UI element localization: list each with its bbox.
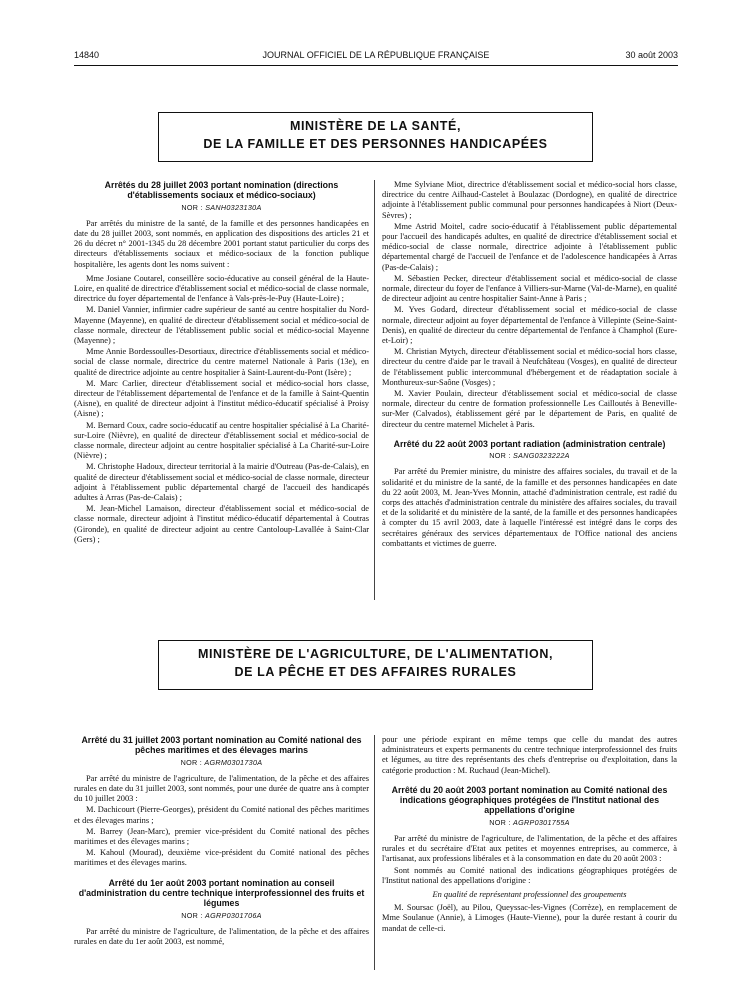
article4-title: Arrêté du 1er août 2003 portant nomination au conseil d'administration du centre technique interprofessionnel des fruits et légumes bbox=[78, 877, 365, 909]
section1-left-column bbox=[74, 180, 369, 546]
nor-label: NOR : bbox=[489, 451, 511, 461]
article1-paragraph: M. Sébastien Pecker, directeur d'établissement social et médico-social de classe normale, directeur du foyer de l'enfance à Villiers-sur-Marne (Val-de-Marne), en qualité de directeur adjoint au centre hospitalier Saint-Anne à Paris ; bbox=[382, 273, 677, 304]
article1-paragraph: M. Christian Mytych, directeur d'établissement social et médico-social hors classe, directeur du centre d'aide par le travail à Neufchâteau (Vosges), en qualité de directeur de l'établissement public intercommunal d'hébergement et de réadaptation sociale à Monthureux-sur-Saône (Vosges) ; bbox=[382, 347, 677, 387]
article3-paragraph: Par arrêté du ministre de l'agriculture, de l'alimentation, de la pêche et des affaires rurales en date du 31 juillet 2003, sont nommés, pour une durée de quatre ans à compter du 10 juillet 2003 : bbox=[74, 773, 369, 804]
article4-paragraph: Par arrêté du ministre de l'agriculture, de l'alimentation, de la pêche et des affaires rurales en date du 1er août 2003, est nommé, bbox=[74, 926, 369, 946]
section1-right-column bbox=[382, 180, 677, 550]
article1-paragraph: Mme Astrid Moitel, cadre socio-éducatif à l'établissement public départemental pour l'accueil des handicapés adultes, en qualité de directrice d'établissement social et médico-social de classe normale, directrice adjointe à l'établissement public départemental chargé de l'accueil de l'enfance et de l'adolescence handicapées à Arras (Pas-de-Calais) ; bbox=[382, 221, 677, 272]
article5-nor bbox=[382, 818, 677, 828]
nor-code: SANH0323130A bbox=[205, 202, 262, 212]
column-divider bbox=[374, 735, 375, 970]
ministry-agriculture-box bbox=[158, 640, 593, 690]
article1-paragraph: M. Yves Godard, directeur d'établissement social et médico-social de classe normale, directeur adjoint au foyer départemental de l'enfance à Villepinte (Seine-Saint-Denis), en qualité de directeur du centre départemental de l'enfance à Champhol (Eure-et-Loir) ; bbox=[382, 305, 678, 346]
issue-date: 30 août 2003 bbox=[625, 50, 678, 60]
article5-title: Arrêté du 20 août 2003 portant nomination au Comité national des indications géographiques protégées de l'Institut national des appellations d'origine bbox=[391, 784, 668, 816]
article3-title: Arrêté du 31 juillet 2003 portant nomination au Comité national des pêches maritimes et des élevages marins bbox=[81, 735, 362, 756]
ministry-health-box bbox=[158, 112, 593, 162]
article5-subheading: En qualité de représentant professionnel des groupements bbox=[432, 889, 627, 899]
section2-left-column bbox=[74, 735, 369, 948]
article3-paragraph: M. Barrey (Jean-Marc), premier vice-président du Comité national des pêches maritimes et des élevages marins ; bbox=[74, 826, 369, 847]
article5-paragraph: Sont nommés au Comité national des indications géographiques protégées de l'Institut national des appellations d'origine : bbox=[382, 865, 677, 885]
article1-paragraph: M. Christophe Hadoux, directeur territorial à la mairie d'Outreau (Pas-de-Calais), en qualité de directeur d'établissement social et médico-social de classe normale, directeur adjoint à l'établissement public départemental chargé de l'accueil des handicapés adultes à Arras (Pas-de-Calais) ; bbox=[74, 462, 369, 503]
article1-paragraph: Mme Sylviane Miot, directrice d'établissement social et médico-social hors classe, directrice du centre Ailhaud-Castelet à Boulazac (Dordogne), en qualité de directrice adjointe à l'établissement public communal pour personnes handicapées à Niort (Deux-Sèvres) ; bbox=[382, 180, 677, 220]
article1-title: Arrêtés du 28 juillet 2003 portant nomination (directions d'établissements sociaux et médico-sociaux) bbox=[104, 180, 339, 201]
ministry-agriculture-line1: MINISTÈRE DE L'AGRICULTURE, DE L'ALIMENTATION, bbox=[197, 647, 554, 661]
article1-paragraph: Mme Josiane Coutarel, conseillère socio-éducative au conseil général de la Haute-Loire, en qualité de directrice d'établissement social et médico-social de classe normale, directrice du foyer départemental de l'enfance à Vals-près-le-Puy (Haute-Loire) ; bbox=[74, 273, 369, 304]
article1-paragraph: M. Jean-Michel Lamaison, directeur d'établissement social et médico-social de classe normale, directeur adjoint à l'institut médico-éducatif départemental à Coutras (Gironde), en qualité de directeur adjoint au centre Cantoloup-Lavallée à Saint-Clar (Gers) ; bbox=[74, 504, 369, 544]
article3-paragraph: M. Dachicourt (Pierre-Georges), président du Comité national des pêches maritimes et des élevages marins ; bbox=[74, 805, 369, 825]
article5-paragraph: Par arrêté du ministre de l'agriculture, de l'alimentation, de la pêche et des affaires rurales et du secrétaire d'Etat aux petites et moyennes entreprises, au commerce, à l'artisanat, aux professions libérales et à la consommation en date du 20 août 2003 : bbox=[382, 833, 677, 864]
article1-paragraph: Par arrêtés du ministre de la santé, de la famille et des personnes handicapées en date du 28 juillet 2003, sont nommés, en application des dispositions des articles 21 et 26 du décret n° 2001-1345 du 28 décembre 2001 portant statut particulier du corps des directeurs d'établissements sociaux et médico-sociaux de la fonction publique hospitalière, les agents dont les noms suivent : bbox=[74, 218, 369, 269]
article2-nor bbox=[382, 451, 677, 461]
article5-paragraph: M. Soursac (Joël), au Pilou, Queyssac-les-Vignes (Corrèze), en remplacement de Mme Soulanue (Annie), à Limoges (Haute-Vienne), pour la durée restant à courir du mandat de celle-ci. bbox=[382, 903, 677, 933]
journal-title: JOURNAL OFFICIEL DE LA RÉPUBLIQUE FRANÇAISE bbox=[262, 50, 490, 60]
article1-paragraph: M. Daniel Vannier, infirmier cadre supérieur de santé au centre hospitalier du Nord-Mayenne (Mayenne), en qualité de directeur d'établissement social et médico-social de classe normale, directeur de l'établissement public social et médico-social Mayenne (Mayenne) ; bbox=[74, 305, 369, 346]
page-number: 14840 bbox=[74, 50, 100, 60]
nor-code: AGRM0301730A bbox=[204, 757, 263, 767]
nor-label: NOR : bbox=[489, 817, 511, 827]
article1-paragraph: M. Bernard Coux, cadre socio-éducatif au centre hospitalier spécialisé à La Charité-sur-Loire (Nièvre), en qualité de directeur d'établissement social et médico-social de classe normale, directeur adjoint au centre hospitalier spécialisé à La Charité-sur-Loire (Nièvre) ; bbox=[74, 420, 369, 461]
nor-label: NOR : bbox=[181, 202, 203, 212]
nor-label: NOR : bbox=[180, 757, 203, 767]
article1-nor bbox=[74, 203, 369, 213]
article2-title: Arrêté du 22 août 2003 portant radiation (administration centrale) bbox=[393, 438, 666, 449]
article1-paragraph: Mme Annie Bordessoulles-Desortiaux, directrice d'établissements social et médico-social de classe normale, directrice du centre maternel Nationale à Paris (13e), en qualité de directrice adjointe au centre hospitalier à Saint-Laurent-du-Pont (Isère) ; bbox=[74, 347, 369, 377]
header-rule bbox=[74, 65, 678, 66]
article4-nor bbox=[74, 911, 369, 921]
page-header bbox=[74, 50, 678, 64]
nor-code: AGRP0301755A bbox=[513, 817, 570, 827]
article3-paragraph: M. Kahoul (Mourad), deuxième vice-président du Comité national des pêches maritimes et des élevages marins. bbox=[74, 848, 369, 868]
nor-code: SANG0323222A bbox=[513, 451, 570, 461]
section2-right-column bbox=[382, 735, 677, 935]
article1-paragraph: M. Marc Carlier, directeur d'établissement social et médico-social hors classe, directeur de l'établissement départemental de l'enfance et de la famille à Saint-Quentin (Aisne), en qualité de directeur adjoint à l'institut médico-éducatif spécialisé à Proisy (Aisne) ; bbox=[74, 378, 369, 419]
ministry-agriculture-line2: DE LA PÊCHE ET DES AFFAIRES RURALES bbox=[234, 665, 517, 679]
article4-paragraph: pour une période expirant en même temps que celle du mandat des autres administrateurs et experts permanents du centre technique interprofessionnel des fruits et légumes, au titre des représentants des chefs d'entreprise ou d'exploitation, dans la catégorie production : M. Ruchaud (Jean-Michel). bbox=[382, 735, 677, 775]
column-divider bbox=[374, 180, 375, 600]
nor-label: NOR : bbox=[181, 910, 203, 920]
ministry-health-line2: DE LA FAMILLE ET DES PERSONNES HANDICAPÉES bbox=[203, 137, 548, 151]
nor-code: AGRP0301706A bbox=[205, 910, 262, 920]
article2-paragraph: Par arrêté du Premier ministre, du ministre des affaires sociales, du travail et de la solidarité et du ministre de la santé, de la famille et des personnes handicapées en date du 22 août 2003, M. Jean-Yves Monnin, attaché d'administration centrale, est radié du corps des attachés d'administration centrale du ministère des affaires sociales, du travail et de la solidarité et du ministère de la santé, de la famille et des personnes handicapées à compter du 15 avril 2003, date à laquelle l'intéressé est intégré dans le corps des secrétaires généraux des services départementaux de l'Office national des anciens combattants et victimes de guerre. bbox=[382, 467, 677, 548]
ministry-health-line1: MINISTÈRE DE LA SANTÉ, bbox=[289, 119, 462, 133]
article3-nor bbox=[74, 758, 369, 768]
article1-paragraph: M. Xavier Poulain, directeur d'établissement social et médico-social de classe normale, directeur du centre de formation professionnelle Les Cailloutés à Beneville-sur-Mer (Calvados), établissement géré par le département de Paris, en qualité de directeur du centre maternel Michelet à Paris. bbox=[382, 389, 677, 429]
